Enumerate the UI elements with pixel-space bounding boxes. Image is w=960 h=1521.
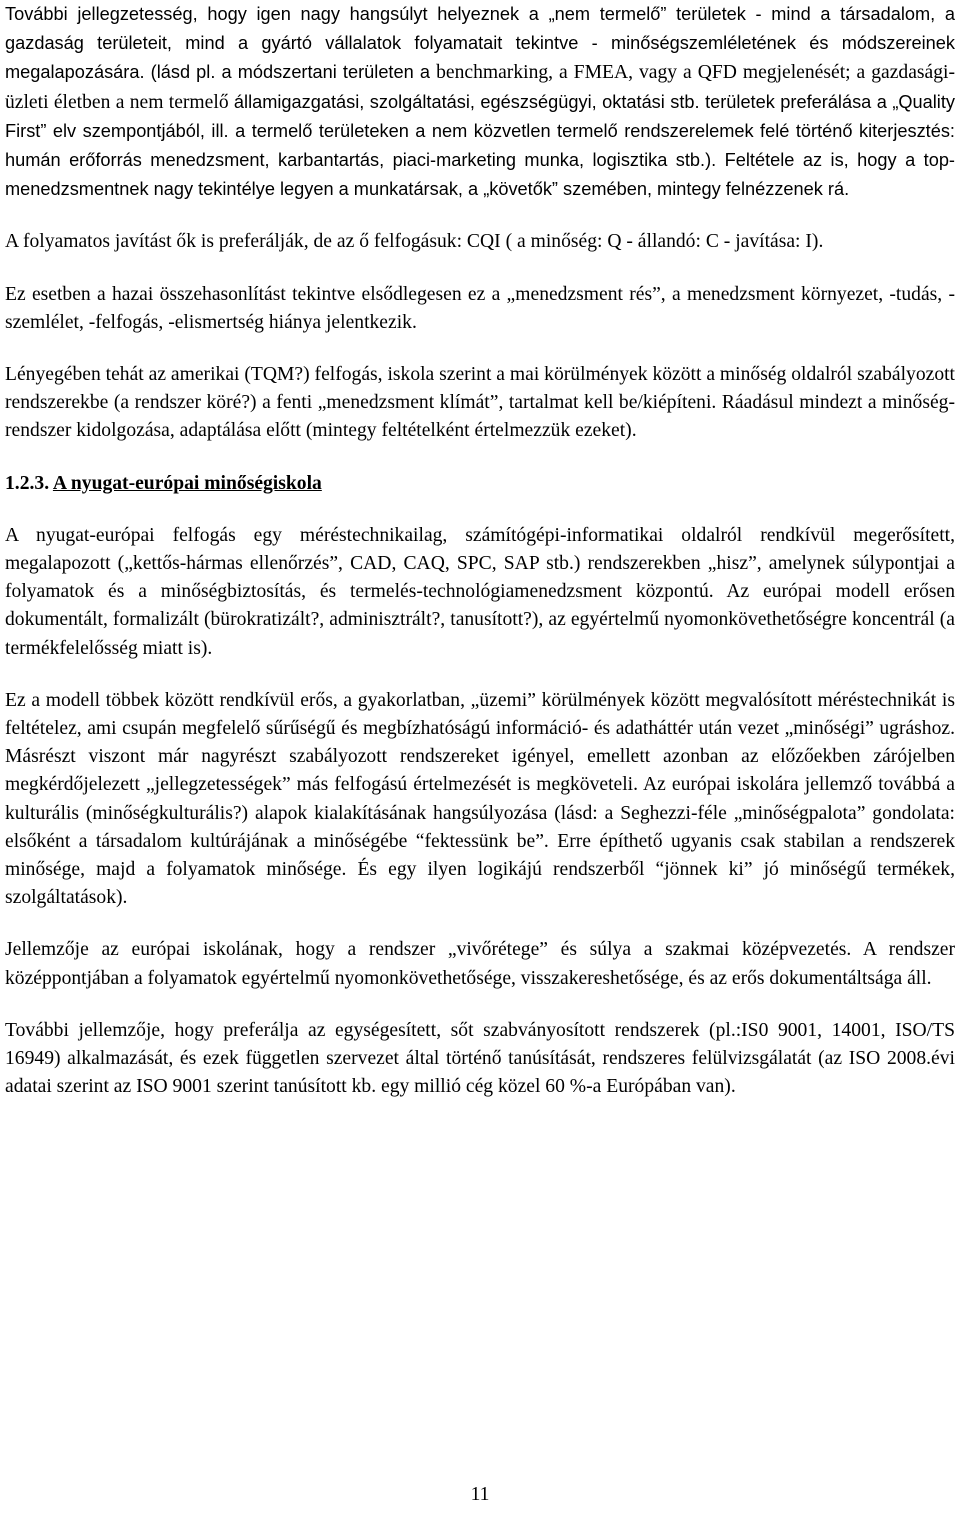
section-title: A nyugat-európai minőségiskola xyxy=(52,472,322,494)
page-number: 11 xyxy=(470,1484,490,1505)
section-heading xyxy=(5,470,955,498)
section-number: 1.2.3. xyxy=(5,472,53,494)
paragraph-management-gap: Ez esetben a hazai összehasonlítást tekintve elsődlegesen ez a „menedzsment rés”, a menedzsment környezet, -tudás, -szemlélet, -felfogás, -elismertség hiánya jelentkezik. xyxy=(5,283,955,333)
document-page xyxy=(5,0,955,1102)
paragraph-middle-management: Jellemzője az európai iskolának, hogy a rendszer „vivőrétege” és súlya a szakmai középvezetés. A rendszer középpontjában a folyamatok egyértelmű nyomonkövethetősége, visszakereshetősége, és az erős dokumentáltsága áll. xyxy=(5,939,955,989)
paragraph-standards: További jellemzője, hogy preferálja az egységesített, sőt szabványosított rendszerek (pl.:IS0 9001, 14001, ISO/TS 16949) alkalmazását, és ezek független szervezet által történő tanúsítását, rendszeres felülvizsgálatát (az ISO 2008.évi adatai szerint az ISO 9001 szerint tanúsított kb. egy millió cég közel 60 %-a Európában van). xyxy=(5,1019,955,1098)
paragraph-text: államigazgatási, szolgáltatási, egészségügyi, oktatási stb. területek preferálása a „Quality First” elv szempontjából, ill. a termelő területeken a nem közvetlen termelő rendszerelemek felé történő kiterjesztés: humán erőforrás menedzsment, karbantartás, piaci-marketing munka, logisztika stb.). Feltétele az is, hogy a top-menedzsmentnek nagy tekintélye legyen a munkatársak, a „követők” szemében, mintegy felnézzenek rá. xyxy=(5,91,955,200)
paragraph-cqi: A folyamatos javítást ők is preferálják, de az ő felfogásuk: CQI ( a minőség: Q - állandó: C - javítása: I). xyxy=(5,231,824,253)
paragraph-american-school: Lényegében tehát az amerikai (TQM?) felfogás, iskola szerint a mai körülmények között a minőség oldalról szabályozott rendszerekbe (a rendszer köré?) a fenti „menedzsment klímát”, tartalmat kell be/kiépíteni. Ráadásul mindezt a minőség-rendszer kidolgozása, adaptálása előtt (mintegy feltételként értelmezzük ezeket). xyxy=(5,364,955,442)
paragraph-non-productive-areas xyxy=(5,0,955,204)
paragraph-text: benchmarking, a FMEA, vagy a QFD megjelenését; a gazdasági-üzleti életben a nem termelő xyxy=(5,62,955,113)
paragraph-western-european-approach: A nyugat-európai felfogás egy méréstechnikailag, számítógépi-informatikai oldalról rendkívül megerősített, megalapozott („kettős-hármas ellenőrzés”, CAD, CAQ, SPC, SAP stb.) rendszerekben „hisz”, amelynek súlypontjai a folyamatok és a minőségbiztosítás, és termelés-technológiamenedzsment központú. Az európai modell erősen dokumentált, formalizált (bürokratizált?, adminisztrált?, tanusított?), az egyértelmű nyomonkövethetőségre koncentrál (a termékfelelősség miatt is). xyxy=(5,524,955,659)
paragraph-measurement-technology: Ez a modell többek között rendkívül erős, a gyakorlatban, „üzemi” körülmények között megvalósított méréstechnikát is feltételez, ami csupán megfelelő sűrűségű és megbízhatóságú információ- és adatháttér után vezet „minőségi” ugráshoz. Másrészt viszont már nagyrészt szabályozott rendszereket igényel, emellett azonban az előzőekben zárójelben megkérdőjelezett „jellegzetességek” más felfogású értelmezését is megköveteli. Az európai iskolára jellemző továbbá a kulturális (minőségkulturális?) alapok kialakításának hangsúlyozása (lásd: a Seghezzi-féle „minőségpalota” gondolata: elsőként a társadalom kultúrájának a minőségébe “fektessünk be”. Erre építhető ugyanis csak stabilan a rendszerek minősége, majd a folyamatok minősége. És egy ilyen logikájú rendszerből “jönnek ki” jó minőségű termékek, szolgáltatások). xyxy=(5,689,955,909)
paragraph-text: További jellegzetesség, hogy igen nagy hangsúlyt helyeznek a „nem termelő” területek - mind a társadalom, a gazdaság területeit, mind a gyártó vállalatok folyamatait tekintve - minőségszemléletének és módszereinek megalapozására. (lásd pl. a módszertani területen a xyxy=(5,4,955,83)
